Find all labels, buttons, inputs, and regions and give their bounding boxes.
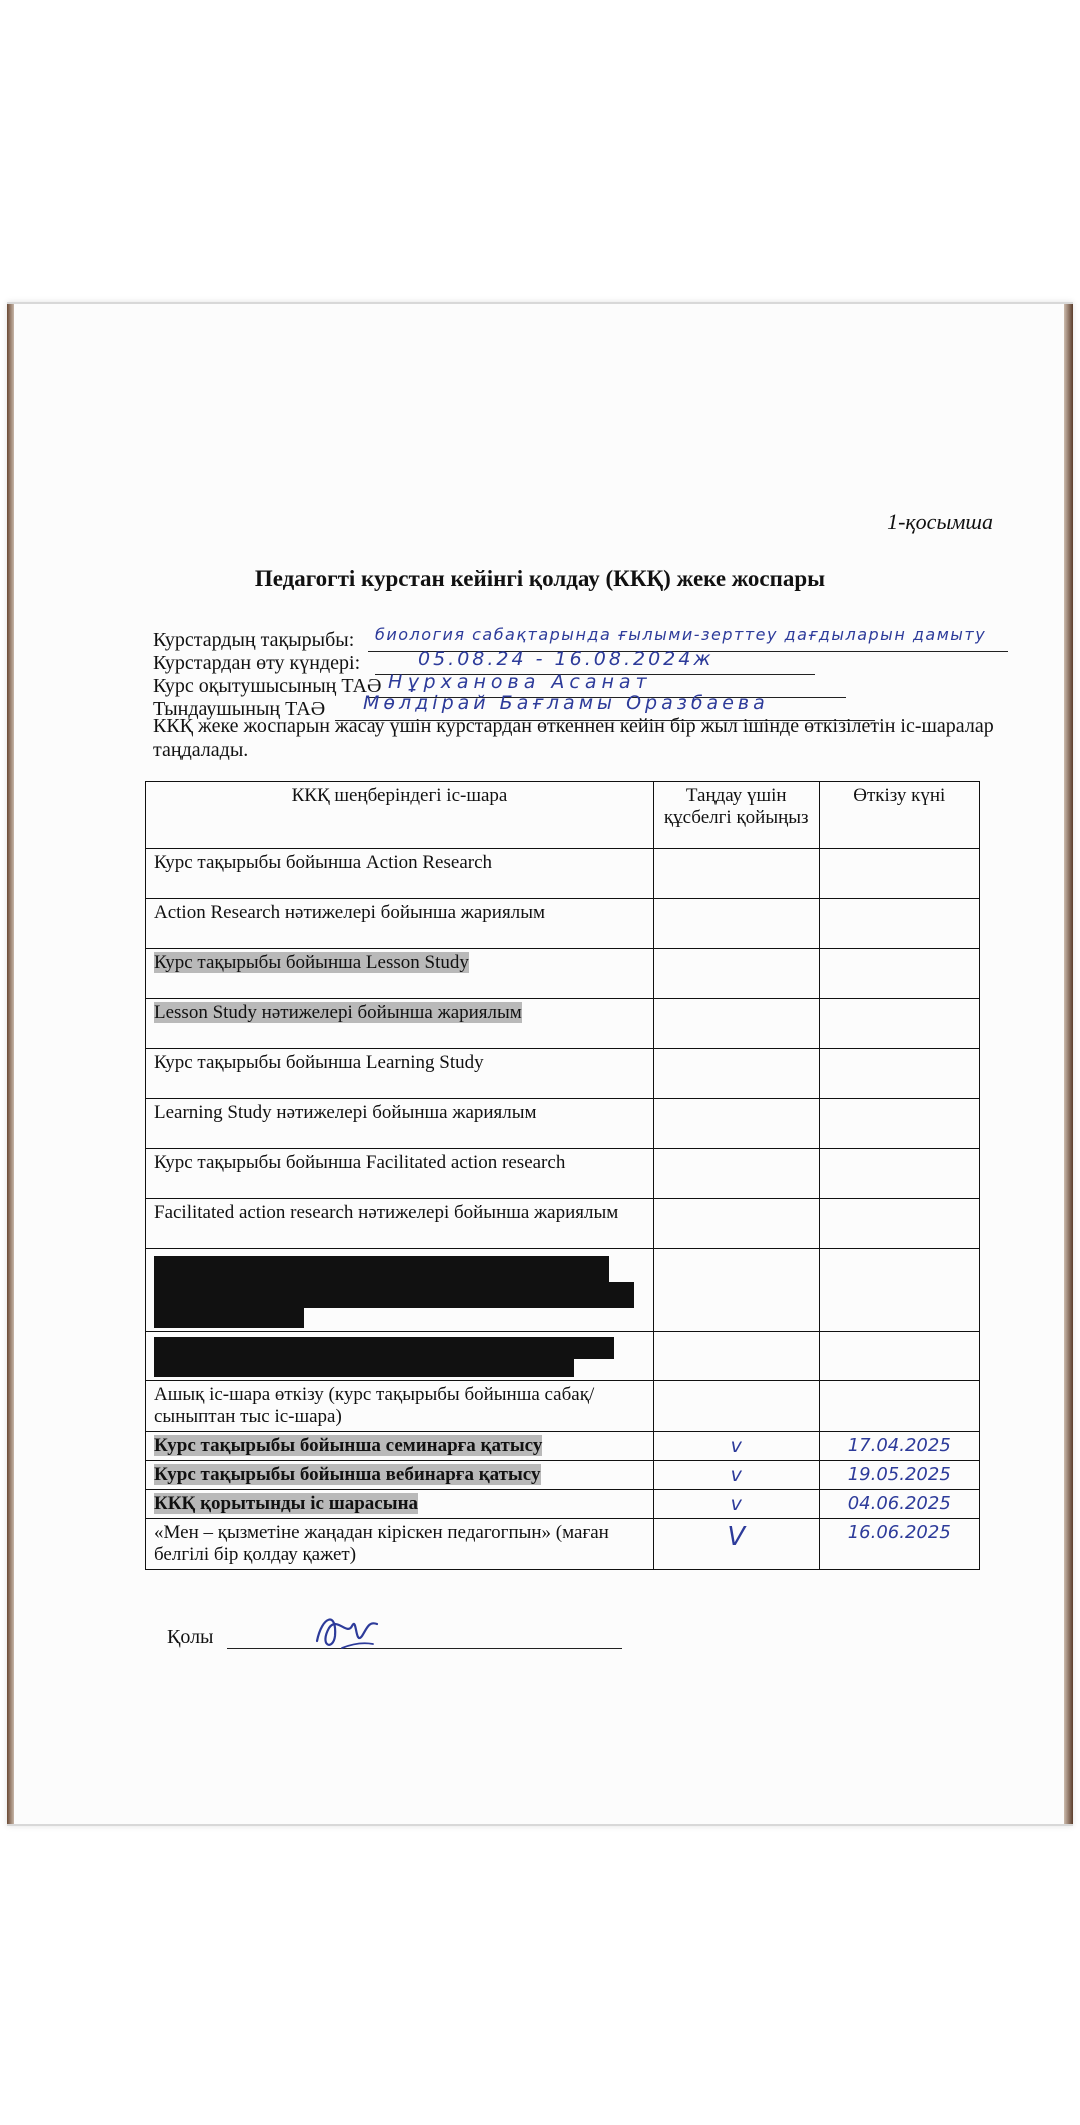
row-mark[interactable] [653, 1199, 819, 1249]
table-row [146, 849, 980, 899]
row-activity [146, 949, 654, 999]
row-date[interactable] [819, 1049, 979, 1099]
redaction-bar [154, 1359, 574, 1377]
row-date[interactable] [819, 1381, 979, 1432]
row-activity: Facilitated action research нәтижелері бойынша жариялым [146, 1199, 654, 1249]
row-activity [146, 1490, 654, 1519]
document-sheet [7, 302, 1073, 1826]
row-activity: Ашық іс-шара өткізу (курс тақырыбы бойынша сабақ/ сыныптан тыс іс-шара) [146, 1381, 654, 1432]
table-row [146, 1149, 980, 1199]
row-date[interactable] [819, 1249, 979, 1332]
row-activity-highlight: Курс тақырыбы бойынша Lesson Study [154, 952, 469, 973]
row-mark[interactable]: v [653, 1461, 819, 1490]
row-mark[interactable] [653, 1049, 819, 1099]
table-row [146, 1519, 980, 1570]
signature-line [227, 1648, 622, 1649]
row-activity: Курс тақырыбы бойынша Facilitated action research [146, 1149, 654, 1199]
table-row [146, 1490, 980, 1519]
row-date[interactable] [819, 1199, 979, 1249]
row-mark[interactable] [653, 1381, 819, 1432]
row-mark[interactable]: v [653, 1490, 819, 1519]
table-row-redacted [146, 1332, 980, 1381]
table-row [146, 949, 980, 999]
row-mark[interactable] [653, 999, 819, 1049]
signature-block [167, 1626, 214, 1649]
row-activity: «Мен – қызметіне жаңадан кіріскен педагогпын» (маған белгілі бір қолдау қажет) [146, 1519, 654, 1570]
table-row [146, 1461, 980, 1490]
header-activity: ККҚ шеңберіндегі іс-шара [146, 782, 654, 849]
paper-edge-left [7, 304, 14, 1824]
table-row [146, 1099, 980, 1149]
row-date[interactable] [819, 1332, 979, 1381]
course-dates-value: 05.08.24 - 16.08.2024ж [418, 648, 714, 670]
row-activity: Learning Study нәтижелері бойынша жариялым [146, 1099, 654, 1149]
trainer-name-label: Курс оқытушысының ТАӘ [153, 675, 382, 697]
signature-scribble [307, 1606, 387, 1656]
redaction-bar [154, 1308, 304, 1328]
course-topic-value: биология сабақтарында ғылыми-зерттеу дағдыларын дамыту [375, 625, 987, 644]
row-date[interactable]: 16.06.2025 [819, 1519, 979, 1570]
row-mark[interactable] [653, 1249, 819, 1332]
row-activity-highlight: Lesson Study нәтижелері бойынша жариялым [154, 1002, 522, 1023]
row-mark[interactable] [653, 1332, 819, 1381]
row-activity [146, 1461, 654, 1490]
table-row [146, 899, 980, 949]
appendix-label: 1-қосымша [887, 509, 993, 534]
activities-table [145, 781, 980, 1570]
table-row [146, 1049, 980, 1099]
redaction-bar [154, 1256, 609, 1282]
intro-text: ККҚ жеке жоспарын жасау үшін курстардан өткеннен кейін бір жыл ішінде өткізілетін іс-шаралар таңдалады. [153, 715, 994, 761]
listener-name-value: Мөлдірай Бағламы Оразбаева [363, 692, 769, 714]
row-activity: Курс тақырыбы бойынша Learning Study [146, 1049, 654, 1099]
trainer-name-value: Нұрханова Асанат [388, 671, 652, 693]
row-date[interactable]: 04.06.2025 [819, 1490, 979, 1519]
table-row [146, 1432, 980, 1461]
course-dates-field [153, 648, 714, 675]
row-date[interactable] [819, 949, 979, 999]
row-activity: Action Research нәтижелері бойынша жариялым [146, 899, 654, 949]
row-mark[interactable] [653, 849, 819, 899]
header-date: Өткізу күні [819, 782, 979, 849]
redacted-activity [146, 1249, 654, 1332]
row-activity-highlight: ККҚ қорытынды іс шарасына [154, 1493, 419, 1514]
table-header-row [146, 782, 980, 849]
row-mark[interactable] [653, 899, 819, 949]
row-activity [146, 999, 654, 1049]
row-date[interactable]: 17.04.2025 [819, 1432, 979, 1461]
course-topic-label: Курстардың тақырыбы: [153, 629, 355, 651]
trainer-name-field [153, 671, 652, 698]
row-date[interactable] [819, 999, 979, 1049]
redaction-bar [154, 1282, 634, 1308]
listener-name-label: Тындаушының ТАӘ [153, 698, 326, 720]
row-mark[interactable] [653, 949, 819, 999]
paper-edge-right [1064, 304, 1073, 1824]
table-row [146, 1381, 980, 1432]
row-mark[interactable]: V [653, 1519, 819, 1570]
signature-label: Қолы [167, 1626, 214, 1648]
row-activity [146, 1432, 654, 1461]
row-mark[interactable] [653, 1099, 819, 1149]
row-activity: Курс тақырыбы бойынша Action Research [146, 849, 654, 899]
row-date[interactable] [819, 1099, 979, 1149]
header-mark: Таңдау үшін құсбелгі қойыңыз [653, 782, 819, 849]
table-row [146, 999, 980, 1049]
row-date[interactable] [819, 1149, 979, 1199]
redacted-activity [146, 1332, 654, 1381]
row-activity-highlight: Курс тақырыбы бойынша вебинарға қатысу [154, 1464, 541, 1485]
course-dates-label: Курстардан өту күндері: [153, 652, 361, 674]
document-title: Педагогті курстан кейінгі қолдау (ККҚ) жеке жоспары [254, 566, 826, 591]
row-date[interactable] [819, 849, 979, 899]
table-row [146, 1199, 980, 1249]
row-date[interactable] [819, 899, 979, 949]
row-mark[interactable] [653, 1149, 819, 1199]
row-date[interactable]: 19.05.2025 [819, 1461, 979, 1490]
redaction-bar [154, 1337, 614, 1359]
row-mark[interactable]: v [653, 1432, 819, 1461]
table-row-redacted [146, 1249, 980, 1332]
course-topic-field [153, 625, 987, 652]
row-activity-highlight: Курс тақырыбы бойынша семинарға қатысу [154, 1435, 543, 1456]
